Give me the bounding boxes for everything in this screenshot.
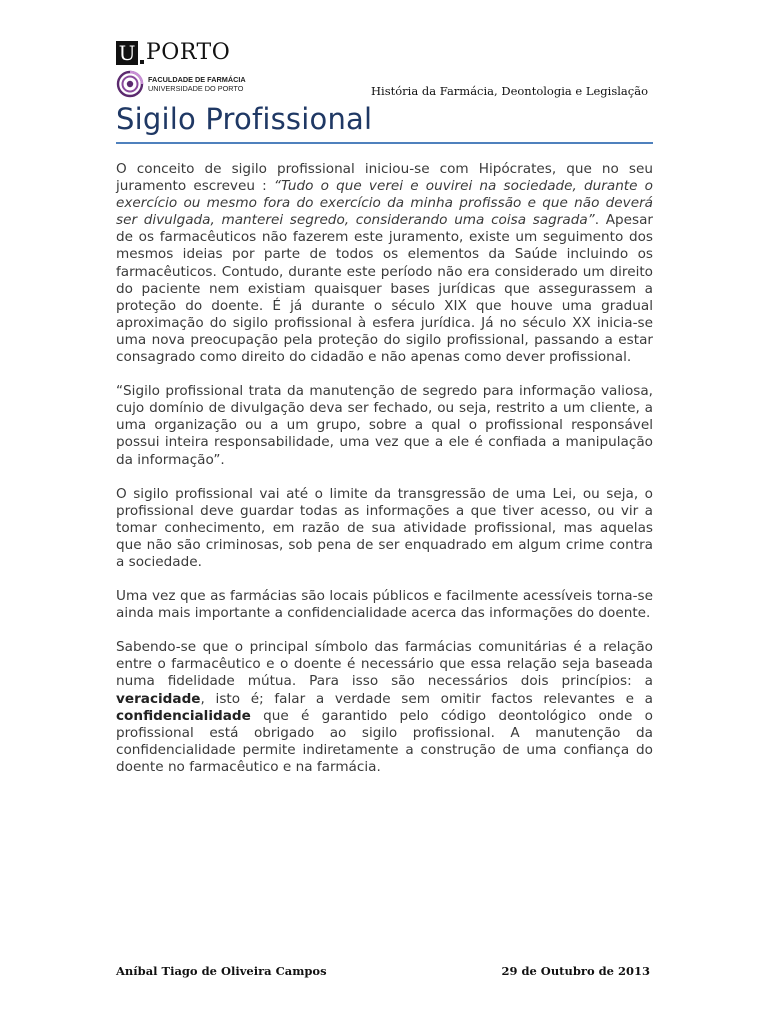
p1-text-a: O conceito de sigilo profissional iniciou-se com Hipócrates, que no seu juramento escreveu : (116, 161, 653, 195)
paragraph-4: Uma vez que as farmácias são locais públicos e facilmente acessíveis torna-se ainda mais importante a confidencialidade acerca das informações do doente. (116, 588, 653, 622)
page-title: Sigilo Profissional (116, 102, 373, 136)
p5-text-a: Sabendo-se que o principal símbolo das farmácias comunitárias é a relação entre o farmacêutico e o doente é necessário que essa relação seja baseada numa fidelidade mútua. Para isso são necessários dois princípios: a (116, 639, 653, 690)
faculty-logo (116, 70, 276, 98)
uporto-wordmark (116, 40, 276, 66)
logo-dot (140, 60, 144, 64)
paragraph-3: O sigilo profissional vai até o limite da transgressão de uma Lei, ou seja, o profissional deve guardar todas as informações a que tiver acesso, ou vir a tomar conhecimento, em razão de sua atividade profissional, mas aquelas que não são criminosas, sob pena de ser enquadrado em algum crime contra a sociedade. (116, 485, 653, 570)
paragraph-2: “Sigilo profissional trata da manutenção de segredo para informação valiosa, cujo domínio de divulgação deva ser fechado, ou seja, restrito a um cliente, a uma organização ou a um grupo, sobre a qual o profissional responsável possui inteira responsabilidade, uma vez que a ele é confiada a manipulação da informação”. (116, 383, 653, 468)
hippocrates-quote: “Tudo o que verei e ouvirei na sociedade, durante o exercício ou mesmo fora do exercício da minha profissão e que não deverá ser divulgada, manterei segredo, considerando uma coisa sagrada” (116, 178, 653, 229)
p1-text-b: . Apesar de os farmacêuticos não fazerem este juramento, existe um seguimento dos mesmos ideias por parte de todos os elementos da Saúde incluindo os farmacêuticos. Contudo, durante este período não era considerado um direito do paciente nem existiam quaisquer bases jurídicas que assegurassem a proteção do doente. É já durante o século XIX que houve uma gradual aproximação do sigilo profissional à esfera jurídica. Já no século XX inicia-se uma nova preocupação pela proteção do sigilo profissional, passando a estar consagrado como direito do cidadão e não apenas como dever profissional. (116, 212, 654, 366)
p5-text-b: , isto é; falar a verdade sem omitir factos relevantes e a (200, 690, 653, 707)
veracidade-term: veracidade (116, 690, 201, 707)
footer-date: 29 de Outubro de 2013 (501, 964, 650, 978)
document-body (116, 161, 653, 793)
paragraph-1 (116, 161, 653, 366)
faculty-name (148, 75, 246, 93)
paragraph-5 (116, 639, 653, 776)
title-underline (116, 142, 653, 144)
logo-u-box: U (116, 41, 138, 65)
faculty-line1: FACULDADE DE FARMÁCIA (148, 75, 246, 84)
faculty-line2: UNIVERSIDADE DO PORTO (148, 84, 244, 93)
footer-author: Aníbal Tiago de Oliveira Campos (116, 964, 327, 978)
logo-porto-word: PORTO (146, 40, 231, 65)
course-title: História da Farmácia, Deontologia e Legislação (371, 84, 648, 98)
confidencialidade-term: confidencialidade (116, 707, 251, 724)
university-logo (116, 40, 276, 98)
faculty-emblem-icon (116, 70, 144, 98)
p5-text-c: que é garantido pelo código deontológico onde o profissional está obrigado ao sigilo profissional. A manutenção da confidencialidade permite indiretamente a construção de uma confiança do doente no farmacêutico e na farmácia. (116, 707, 653, 775)
